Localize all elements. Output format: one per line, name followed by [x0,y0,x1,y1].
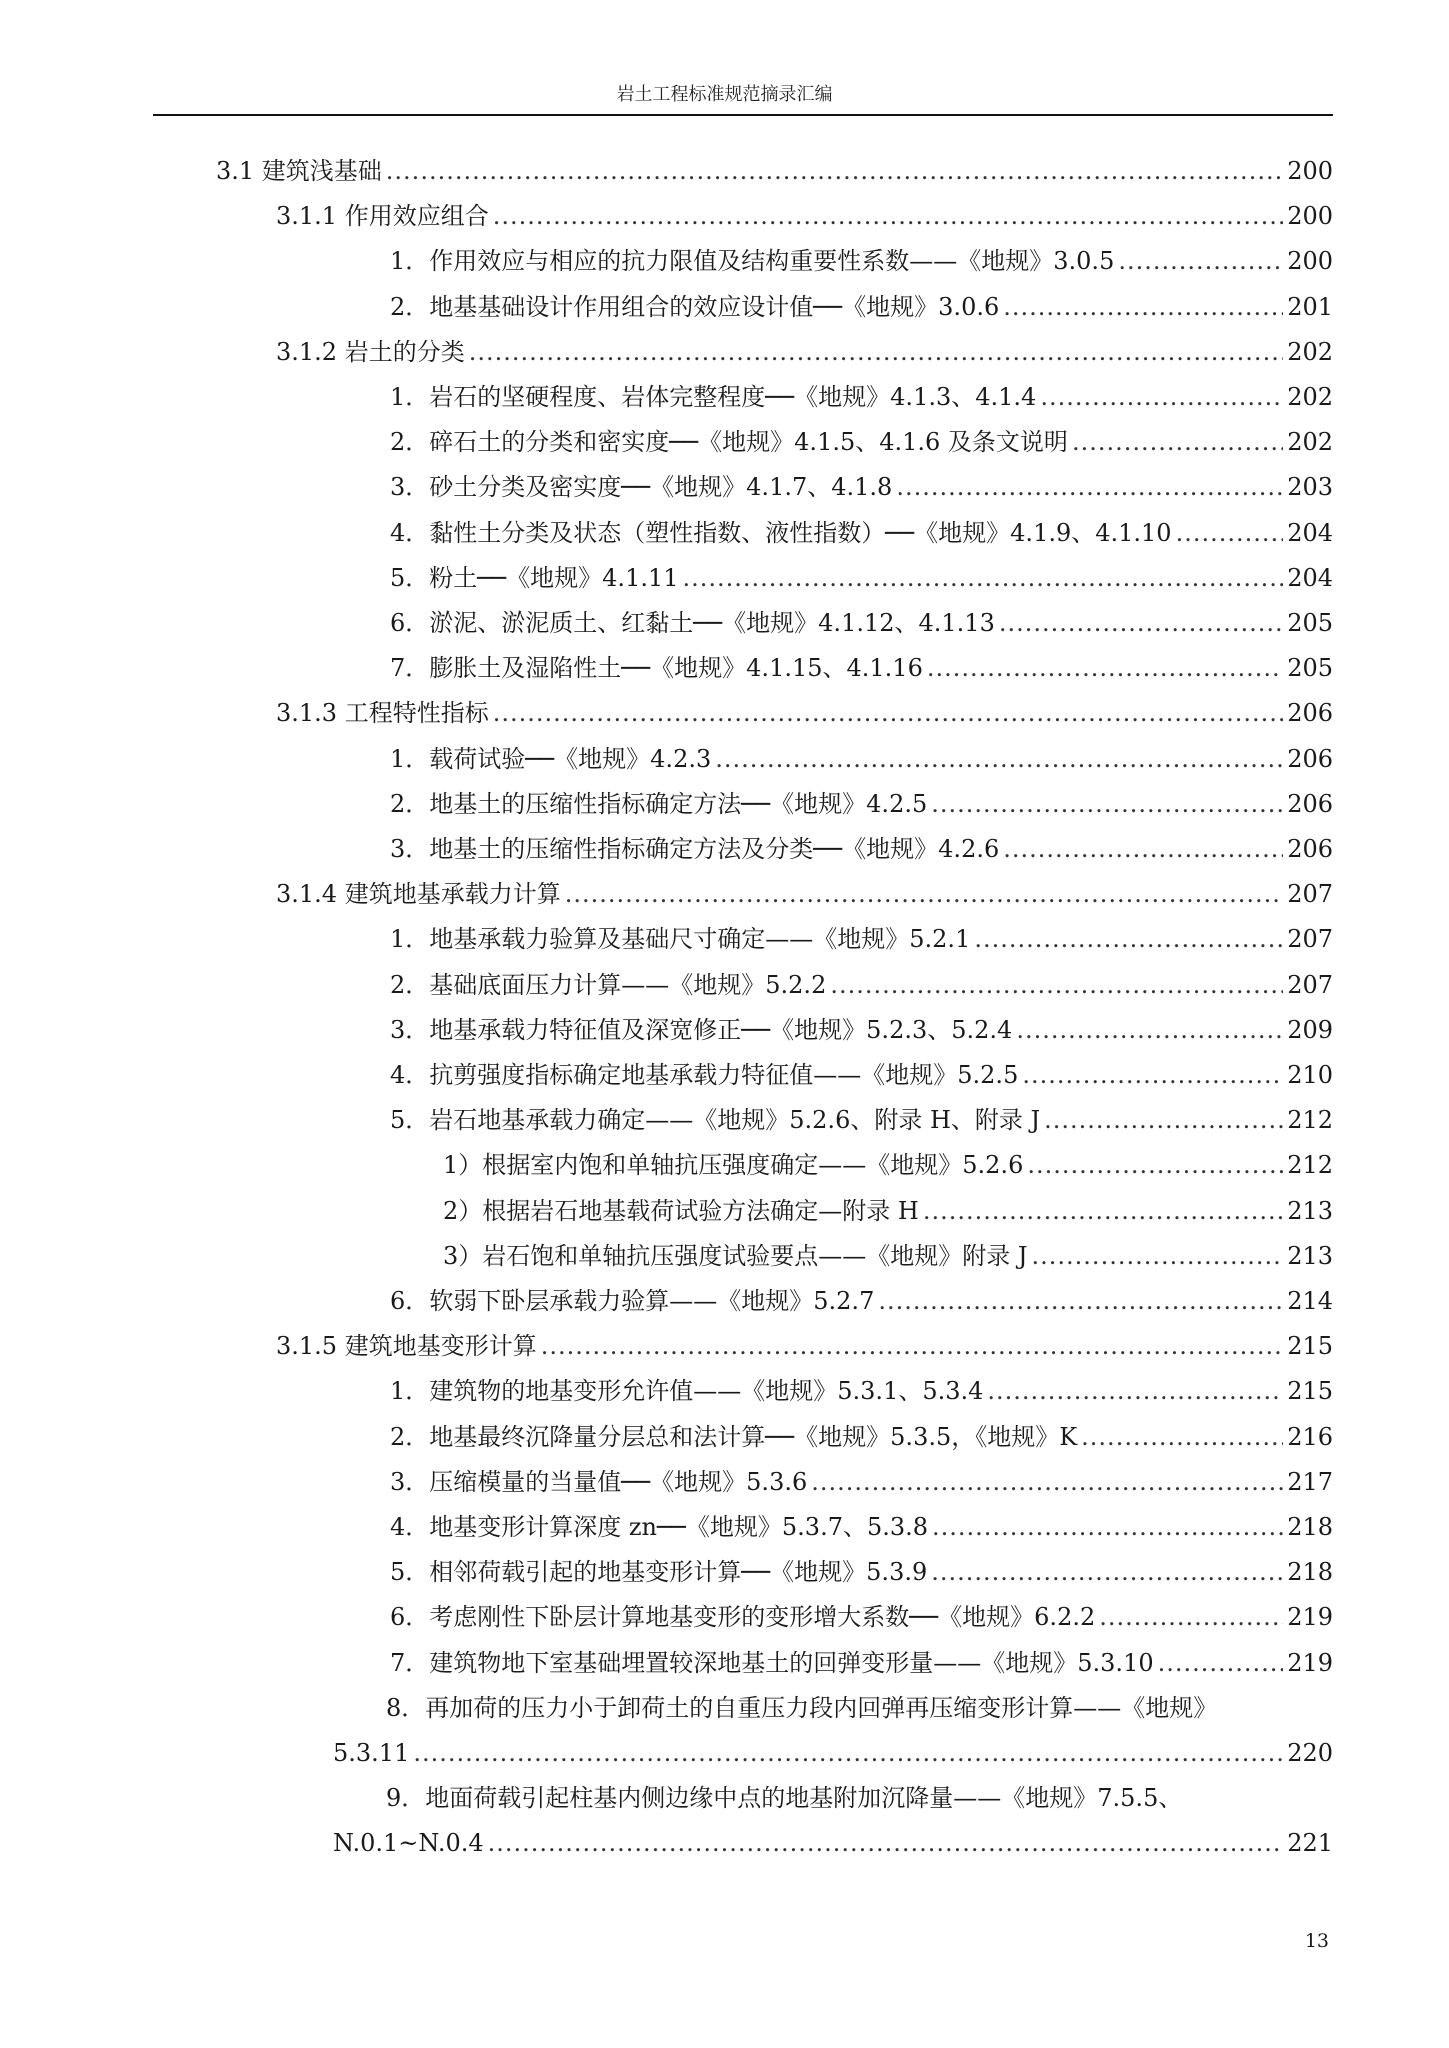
toc-entry-text: 1）根据室内饱和单轴抗压强度确定——《地规》5.2.6 [443,1151,1024,1180]
toc-entry-level-3[interactable] [390,290,1333,324]
dot-leader [1072,425,1283,459]
toc-page-number: 207 [1287,880,1333,909]
toc-entry-level-3[interactable] [390,425,1333,459]
toc-entry-text: 9．地面荷载引起柱基内侧边缘中点的地基附加沉降量——《地规》7.5.5、 [386,1784,1183,1813]
dot-leader [493,199,1283,233]
toc-entry-level-3[interactable] [390,1465,1333,1499]
toc-entry-line[interactable] [386,1691,1333,1725]
toc-entry-text: 1．地基承载力验算及基础尺寸确定——《地规》5.2.1 [390,925,971,954]
toc-page-number: 215 [1287,1332,1333,1361]
toc-entry-level-3[interactable] [390,1555,1333,1589]
toc-entry-level-4[interactable] [443,1148,1333,1182]
toc-page-number: 206 [1287,835,1333,863]
toc-entry-level-3[interactable] [390,1510,1333,1544]
toc-page-number: 217 [1287,1467,1333,1496]
toc-entry-text: 3．压缩模量的当量值──《地规》5.3.6 [390,1467,808,1496]
toc-page-number: 202 [1287,383,1333,411]
dot-leader [1118,244,1283,278]
toc-page-number: 212 [1287,1106,1333,1135]
toc-entry-text: 5．相邻荷载引起的地基变形计算──《地规》5.3.9 [390,1558,928,1587]
toc-page-number: 213 [1287,1241,1333,1270]
toc-page-number: 218 [1287,1558,1333,1587]
toc-entry-level-3[interactable] [390,1013,1333,1047]
toc-page-number: 221 [1287,1829,1333,1858]
toc-entry-level-3[interactable] [390,1058,1333,1092]
toc-entry-level-3[interactable] [390,922,1333,956]
toc-entry-text: 5．粉土──《地规》4.1.11 [390,563,679,592]
toc-entry-level-2[interactable] [276,696,1333,730]
toc-entry-text: 1．岩石的坚硬程度、岩体完整程度──《地规》4.1.3、4.1.4 [390,383,1037,411]
dot-leader [565,877,1283,911]
toc-page-number: 213 [1287,1196,1333,1225]
toc-entry-level-3[interactable] [390,787,1333,821]
toc-page-number: 204 [1287,518,1333,547]
toc-page-number: 219 [1287,1648,1333,1677]
toc-page-number: 219 [1287,1603,1333,1632]
dot-leader [811,1465,1283,1499]
toc-page-number: 203 [1287,473,1333,502]
toc-entry-text: 7．建筑物地下室基础埋置较深地基土的回弹变形量——《地规》5.3.10 [390,1648,1154,1677]
toc-entry-level-4[interactable] [443,1239,1333,1273]
toc-entry-text: 6．考虑刚性下卧层计算地基变形的变形增大系数──《地规》6.2.2 [390,1603,1096,1632]
toc-entry-text: 2．碎石土的分类和密实度──《地规》4.1.5、4.1.6 及条文说明 [390,428,1068,457]
toc-entry-text: 2．地基最终沉降量分层总和法计算──《地规》5.3.5，《地规》K [390,1422,1078,1451]
toc-entry-level-4[interactable] [443,1194,1333,1228]
dot-leader [1040,380,1283,414]
toc-entry-text: 4．黏性土分类及状态（塑性指数、液性指数）──《地规》4.1.9、4.1.10 [390,518,1172,547]
dot-leader [386,154,1283,188]
dot-leader [830,968,1283,1002]
dot-leader [931,787,1283,821]
toc-entry-text: 2）根据岩石地基载荷试验方法确定—附录 H [443,1196,919,1225]
toc-entry-text: 3.1 建筑浅基础 [216,157,382,185]
toc-entry-text: 3.1.4 建筑地基承载力计算 [276,880,561,909]
toc-entry-text: 6．淤泥、淤泥质土、红黏土──《地规》4.1.12、4.1.13 [390,609,995,637]
dot-leader [715,742,1283,776]
toc-page-number: 205 [1287,654,1333,683]
dot-leader [1027,1148,1283,1182]
toc-entry-level-3[interactable] [390,742,1333,776]
toc-page-number: 212 [1287,1151,1333,1180]
toc-entry-level-3[interactable] [390,1420,1333,1454]
toc-entry-text: 5．岩石地基承载力确定——《地规》5.2.6、附录 H、附录 J [390,1106,1041,1135]
toc-entry-level-3[interactable] [390,1600,1333,1634]
toc-entry-level-2[interactable] [276,335,1333,369]
toc-page-number: 205 [1287,609,1333,637]
page-number: 13 [1304,1930,1329,1952]
toc-page-number: 214 [1287,1287,1333,1315]
toc-entry-text: 4．地基变形计算深度 zn──《地规》5.3.7、5.3.8 [390,1513,929,1541]
toc-entry-text: 3.1.2 岩土的分类 [276,337,465,366]
dot-leader [1081,1420,1283,1454]
toc-page-number: 201 [1287,292,1333,321]
toc-page-number: 200 [1287,247,1333,276]
toc-entry-text: 1．建筑物的地基变形允许值——《地规》5.3.1、5.3.4 [390,1377,984,1406]
header-rule [153,114,1333,116]
toc-entry-text: 1．载荷试验──《地规》4.2.3 [390,744,712,773]
dot-leader [1003,832,1283,866]
toc-entry-text: 3.1.1 作用效应组合 [276,202,489,231]
toc-entry-level-3[interactable] [390,968,1333,1002]
toc-entry-level-3[interactable] [390,606,1333,640]
toc-entry-line[interactable] [386,1781,1333,1815]
toc-entry-text: 3．地基承载力特征值及深宽修正──《地规》5.2.3、5.2.4 [390,1015,1013,1044]
toc-entry-text-continued: N.0.1~N.0.4 [333,1829,484,1858]
dot-leader [1158,1646,1284,1680]
toc-page-number: 206 [1287,789,1333,818]
toc-page-number: 210 [1287,1061,1333,1089]
dot-leader [1003,290,1283,324]
toc-entry-level-3[interactable] [390,516,1333,550]
dot-leader [1099,1600,1283,1634]
dot-leader [932,1510,1283,1544]
toc-page-number: 206 [1287,699,1333,728]
dot-leader [999,606,1283,640]
dot-leader [1032,1239,1284,1273]
toc-page-number: 220 [1287,1739,1333,1767]
toc-entry-text: 3．地基土的压缩性指标确定方法及分类──《地规》4.2.6 [390,835,1000,863]
dot-leader [413,1736,1283,1770]
dot-leader [493,696,1283,730]
toc-entry-text: 6．软弱下卧层承载力验算——《地规》5.2.7 [390,1287,875,1315]
dot-leader [469,335,1283,369]
dot-leader [1022,1058,1283,1092]
dot-leader [927,651,1283,685]
toc-page-number: 202 [1287,337,1333,366]
toc-page-number: 207 [1287,925,1333,954]
dot-leader [1044,1103,1283,1137]
toc-entry-text: 3．砂土分类及密实度──《地规》4.1.7、4.1.8 [390,473,893,502]
dot-leader [683,561,1284,595]
toc-entry-text: 3.1.5 建筑地基变形计算 [276,1332,537,1361]
toc-page-number: 209 [1287,1015,1333,1044]
toc-entry-level-3[interactable] [390,651,1333,685]
toc-entry-level-1[interactable] [216,154,1333,188]
toc-entry-continuation[interactable] [333,1826,1333,1860]
toc-entry-text: 4．抗剪强度指标确定地基承载力特征值——《地规》5.2.5 [390,1061,1019,1089]
page-header-title: 岩土工程标准规范摘录汇编 [616,84,833,105]
toc-entry-level-3[interactable] [390,470,1333,504]
toc-entry-level-3[interactable] [390,1646,1333,1680]
toc-entry-text: 1．作用效应与相应的抗力限值及结构重要性系数——《地规》3.0.5 [390,247,1115,276]
dot-leader [896,470,1283,504]
toc-page-number: 206 [1287,744,1333,773]
toc-entry-text: 3）岩石饱和单轴抗压强度试验要点——《地规》附录 J [443,1241,1028,1270]
toc-entry-continuation[interactable] [333,1736,1333,1770]
toc-entry-level-2[interactable] [276,877,1333,911]
toc-entry-text: 7．膨胀土及湿陷性土──《地规》4.1.15、4.1.16 [390,654,923,683]
toc-page-number: 215 [1287,1377,1333,1406]
dot-leader [974,922,1283,956]
dot-leader [488,1826,1284,1860]
toc-entry-level-3[interactable] [390,561,1333,595]
toc-entry-text: 3.1.3 工程特性指标 [276,699,489,728]
toc-entry-level-3[interactable] [390,1284,1333,1318]
dot-leader [878,1284,1283,1318]
toc-page-number: 204 [1287,563,1333,592]
toc-page-number: 200 [1287,157,1333,185]
toc-entry-level-3[interactable] [390,244,1333,278]
toc-page-number: 207 [1287,970,1333,999]
toc-entry-level-3[interactable] [390,1103,1333,1137]
toc-page-number: 200 [1287,202,1333,231]
dot-leader [1016,1013,1283,1047]
toc-page-number: 216 [1287,1422,1333,1451]
toc-entry-level-3[interactable] [390,1374,1333,1408]
toc-entry-text: 2．地基基础设计作用组合的效应设计值──《地规》3.0.6 [390,292,1000,321]
toc-entry-level-3[interactable] [390,380,1333,414]
toc-page-number: 202 [1287,428,1333,457]
toc-entry-level-3[interactable] [390,832,1333,866]
toc-entry-text: 2．基础底面压力计算——《地规》5.2.2 [390,970,827,999]
toc-entry-level-2[interactable] [276,199,1333,233]
dot-leader [931,1555,1283,1589]
dot-leader [987,1374,1283,1408]
toc-entry-text: 8．再加荷的压力小于卸荷土的自重压力段内回弹再压缩变形计算——《地规》 [386,1693,1218,1722]
dot-leader [1176,516,1284,550]
toc-entry-text-continued: 5.3.11 [333,1739,410,1767]
dot-leader [923,1194,1283,1228]
toc-entry-text: 2．地基土的压缩性指标确定方法──《地规》4.2.5 [390,789,928,818]
toc-page-number: 218 [1287,1513,1333,1541]
toc-entry-level-2[interactable] [276,1329,1333,1363]
dot-leader [541,1329,1283,1363]
